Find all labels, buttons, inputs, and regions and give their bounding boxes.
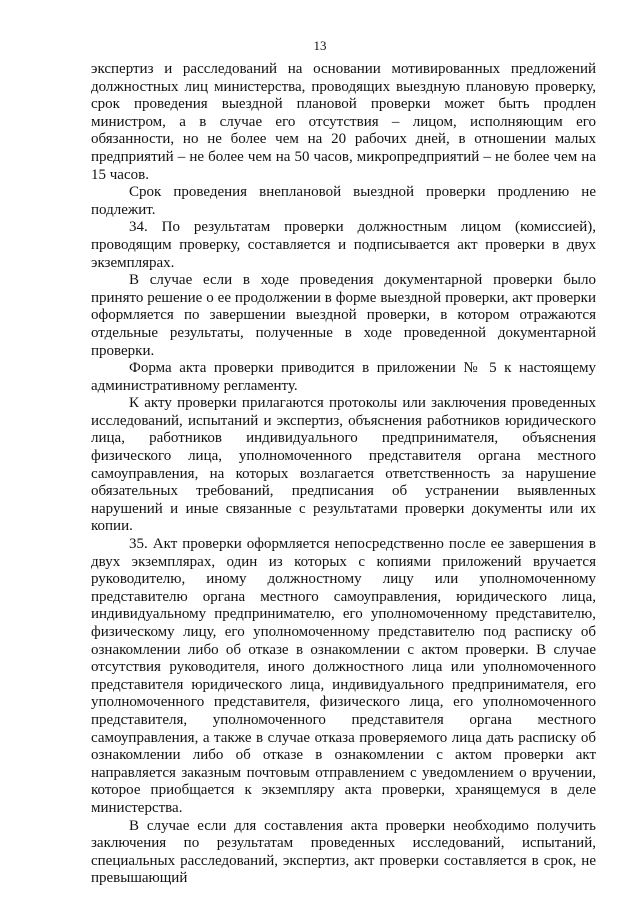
paragraph-act-attachments: К акту проверки прилагаются протоколы или заключения проведенных исследований, испытаний и экспертиз, объяснения работников юридического лица, работников индивидуального предпринимателя, объяснения физического лица, уполномоченного представителя органа местного самоуправления, на которых возлагается ответственность за нарушение обязательных требований, предписания об устранении выявленных нарушений и иные связанные с результатами проверки документы или их копии. [91,395,596,535]
paragraph-expertise-case: В случае если для составления акта проверки необходимо получить заключения по результатам проведенных исследований, испытаний, специальных расследований, экспертиз, акт проверки составляется в срок, не превышающий [91,817,596,887]
document-body [91,61,596,888]
page-number: 13 [313,38,327,53]
paragraph-34: 34. По результатам проверки должностным лицом (комиссией), проводящим проверку, составляется и подписывается акт проверки в двух экземплярах. [91,219,596,271]
paragraph-extension-not-allowed: Срок проведения внеплановой выездной проверки продлению не подлежит. [91,184,596,218]
paragraph-continuation: экспертиз и расследований на основании мотивированных предложений должностных лиц министерства, проводящих выездную плановую проверку, срок проведения выездной плановой проверки может быть продлен министром, а в случае его отсутствия – лицом, исполняющим его обязанности, но не более чем на 20 рабочих дней, в отношении малых предприятий – не более чем на 50 часов, микропредприятий – не более чем на 15 часов. [91,61,596,183]
paragraph-act-form: Форма акта проверки приводится в приложении № 5 к настоящему административному регламенту. [91,360,596,394]
paragraph-documentary-check: В случае если в ходе проведения документарной проверки было принято решение о ее продолжении в форме выездной проверки, акт проверки оформляется по завершении выездной проверки, в котором отражаются отдельные результаты, полученные в ходе проведенной документарной проверки. [91,272,596,359]
paragraph-35: 35. Акт проверки оформляется непосредственно после ее завершения в двух экземплярах, один из которых с копиями приложений вручается руководителю, иному должностному лицу или уполномоченному представителю органа местного самоуправления, юридического лица, индивидуальному предпринимателю, его уполномоченному представителю, физическому лицу, его уполномоченному представителю под расписку об ознакомлении либо об отказе в ознакомлении с актом проверки. В случае отсутствия руководителя, иного должностного лица или уполномоченного представителя юридического лица, индивидуального предпринимателя, его уполномоченного представителя, физического лица, его уполномоченного представителя, уполномоченного представителя органа местного самоуправления, а также в случае отказа проверяемого лица дать расписку об ознакомлении либо об отказе в ознакомлении с актом проверки акт направляется заказным почтовым отправлением с уведомлением о вручении, которое приобщается к экземпляру акта проверки, хранящемуся в деле министерства. [91,536,596,816]
